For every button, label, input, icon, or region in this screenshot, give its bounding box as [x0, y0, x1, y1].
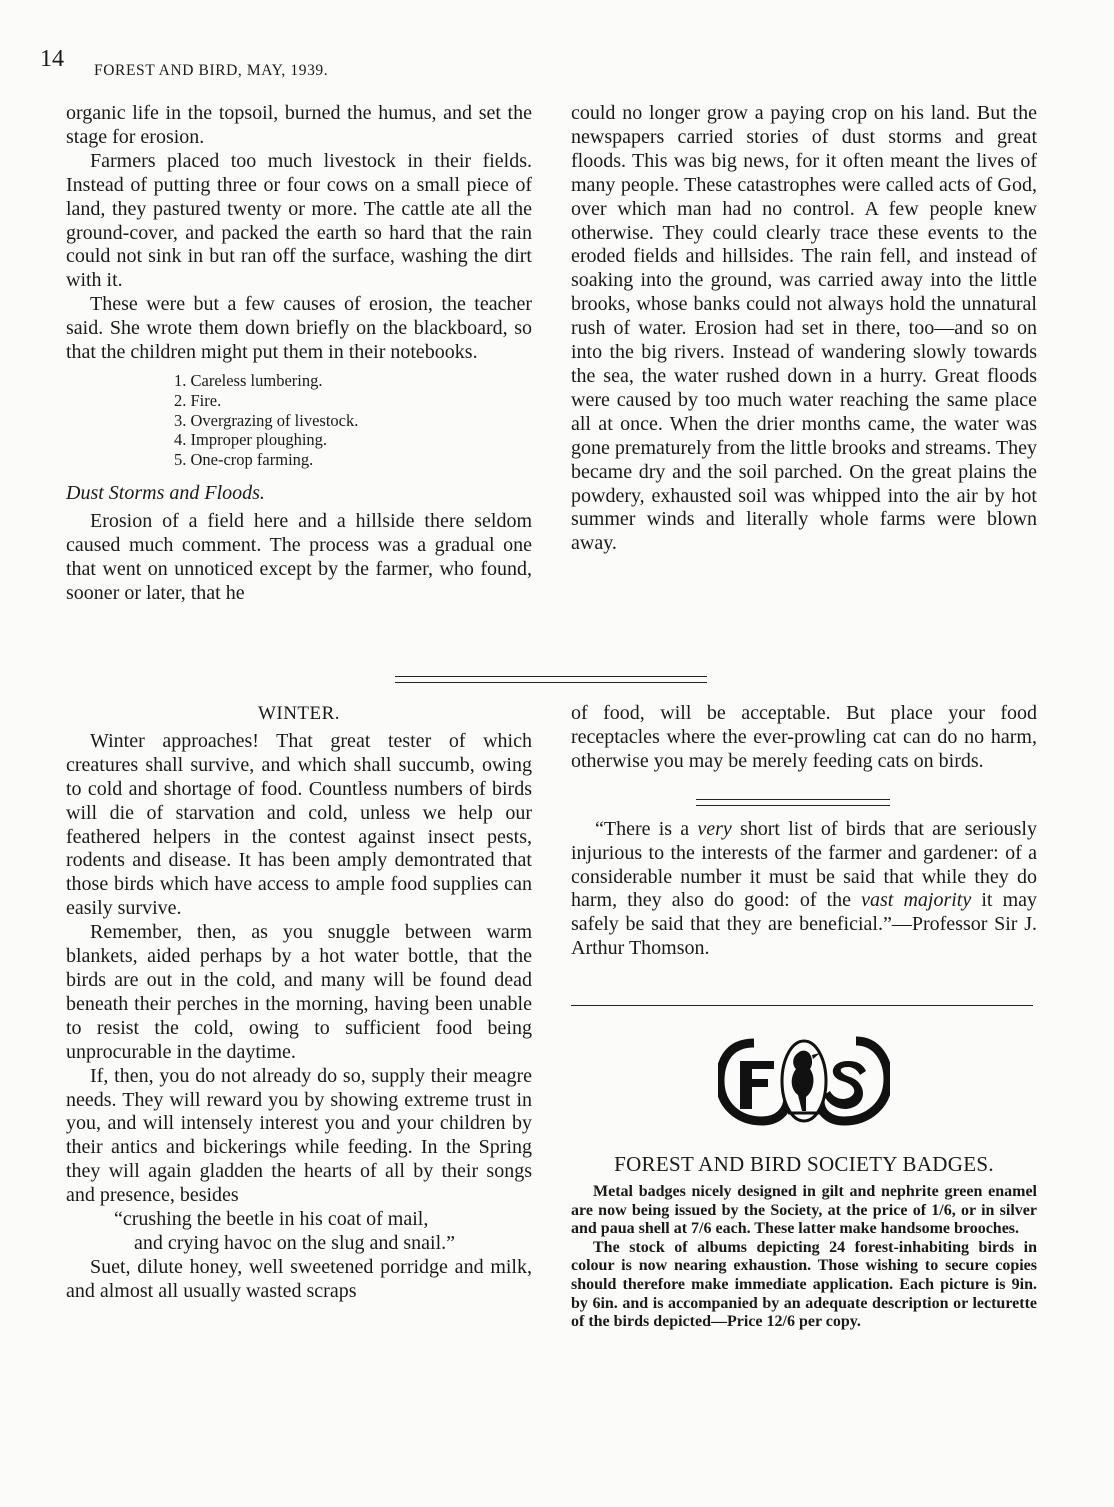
erosion-article-left-column [66, 102, 532, 605]
list-item: 5. One-crop farming. [174, 450, 314, 470]
spacer [571, 774, 1037, 818]
running-head: FOREST AND BIRD, MAY, 1939. [94, 62, 329, 79]
badges-notice [571, 1183, 1037, 1332]
winter-paragraph: Remember, then, as you snuggle between warm blankets, aided perhaps by a hot water bottle, that the birds are out in the cold, and many will be found dead beneath their perches in the morning, having been unable to resist the cold, owing to sufficient food being unprocurable in the daytime. [66, 921, 532, 1063]
quote-text: short list of birds that are seriously injurious to the interests of the farmer and gardener: of a considerable number it must be said that while they do harm, they also do good: of the [571, 817, 1037, 912]
winter-paragraph: If, then, you do not already do so, supply their meagre needs. They will reward you by showing extreme trust in you, and will intensely interest you and your children by their antics and bickerings while feeding. In the Spring they will again gladden the hearts of all by their songs and presence, besides [66, 1064, 532, 1207]
badges-paragraph: The stock of albums depicting 24 forest-inhabiting birds in colour is now nearing exhaustion. Those wishing to secure copies should therefore make immediate application. Each picture is 9in. by 6in. and is accompanied by an adequate description or lecturette of the birds depicted—Price 12/6 per copy. [571, 1238, 1037, 1331]
society-logo-icon [718, 1031, 890, 1129]
list-item: 1. Careless lumbering. [174, 370, 323, 390]
erosion-paragraph: These were but a few causes of erosion, the teacher said. She wrote them down briefly on the blackboard, so that the children might put them in their notebooks. [66, 293, 532, 364]
list-item: 2. Fire. [174, 390, 222, 410]
quote-text: “There is a [595, 817, 698, 840]
short-divider [696, 799, 890, 806]
right-bottom-column [571, 702, 1037, 961]
erosion-article-right-column [571, 102, 1037, 556]
badges-paragraph: Metal badges nicely designed in gilt and nephrite green enamel are now being issued by the Society, at the price of 1/6, or in silver and paua shell at 7/6 each. These latter make handsome brooches. [571, 1183, 1037, 1238]
erosion-paragraph: Farmers placed too much livestock in their fields. Instead of putting three or four cows on a small piece of land, they pastured twenty or more. The cattle ate all the ground-cover, and packed the earth so hard that the rain could not sink in but ran off the surface, washing the dirt with it. [66, 149, 532, 292]
quote-text: it may safely be said that they are beneficial.”—Professor Sir J. Arthur Thomson. [571, 889, 1038, 960]
quote-emphasis: very [697, 817, 732, 840]
thomson-quotation [571, 818, 1037, 961]
divider-line [571, 1005, 1033, 1006]
article-heading: WINTER. [257, 703, 341, 724]
winter-paragraph: Winter approaches! That great tester of which creatures shall survive, and which shall succumb, owing to cold and shortage of food. Countless numbers of birds will die of starvation and cold, unless we help our feathered helpers in the contest against insect pests, rodents and disease. It has been amply demontrated that those birds which have access to ample food supplies can easily survive. [66, 729, 532, 920]
section-subheading: Dust Storms and Floods. [66, 481, 265, 504]
winter-article-column [66, 702, 532, 1304]
winter-continuation: of food, will be acceptable. But place your food receptacles where the ever-prowling cat can do no harm, otherwise you may be merely feeding cats on birds. [571, 702, 1037, 772]
quotation-text [571, 818, 1037, 961]
list-item: 3. Overgrazing of livestock. [174, 410, 359, 430]
erosion-paragraph: Erosion of a field here and a hillside there seldom caused much comment. The process was a gradual one that went on unnoticed except by the farmer, who found, sooner or later, that he [66, 509, 532, 604]
list-item: 4. Improper ploughing. [174, 430, 328, 450]
erosion-causes-list [66, 371, 532, 470]
winter-paragraph: Suet, dilute honey, well sweetened porridge and milk, and almost all usually wasted scraps [66, 1255, 532, 1302]
badges-title: FOREST AND BIRD SOCIETY BADGES. [614, 1152, 994, 1176]
quote-emphasis: vast majority [861, 889, 972, 912]
section-divider [395, 676, 707, 683]
erosion-paragraph: could no longer grow a paying crop on his land. But the newspapers carried stories of dust storms and great floods. This was big news, for it often meant the lives of many people. These catastrophes were called acts of God, over which man had no control. A few people knew otherwise. They could clearly trace these events to the eroded fields and hillsides. The rain fell, and instead of soaking into the ground, was carried away into the little brooks, whose banks could not always hold the unnatural rush of water. Erosion had set in there, too—and so on into the big rivers. Instead of wandering slowly towards the sea, the water rushed down in a hurry. Great floods were caused by too much water reaching the same place all at once. When the drier months came, the water was gone prematurely from the little brooks and streams. They became dry and the soil parched. On the great plains the powdery, exhausted soil was whipped into the air by hot summer winds and literally whole farms were blown away. [571, 102, 1037, 555]
erosion-paragraph: organic life in the topsoil, burned the humus, and set the stage for erosion. [66, 102, 532, 148]
verse-line: and crying havoc on the slug and snail.” [134, 1231, 456, 1254]
page-number: 14 [40, 46, 64, 72]
verse-line: “crushing the beetle in his coat of mail, [114, 1208, 429, 1231]
